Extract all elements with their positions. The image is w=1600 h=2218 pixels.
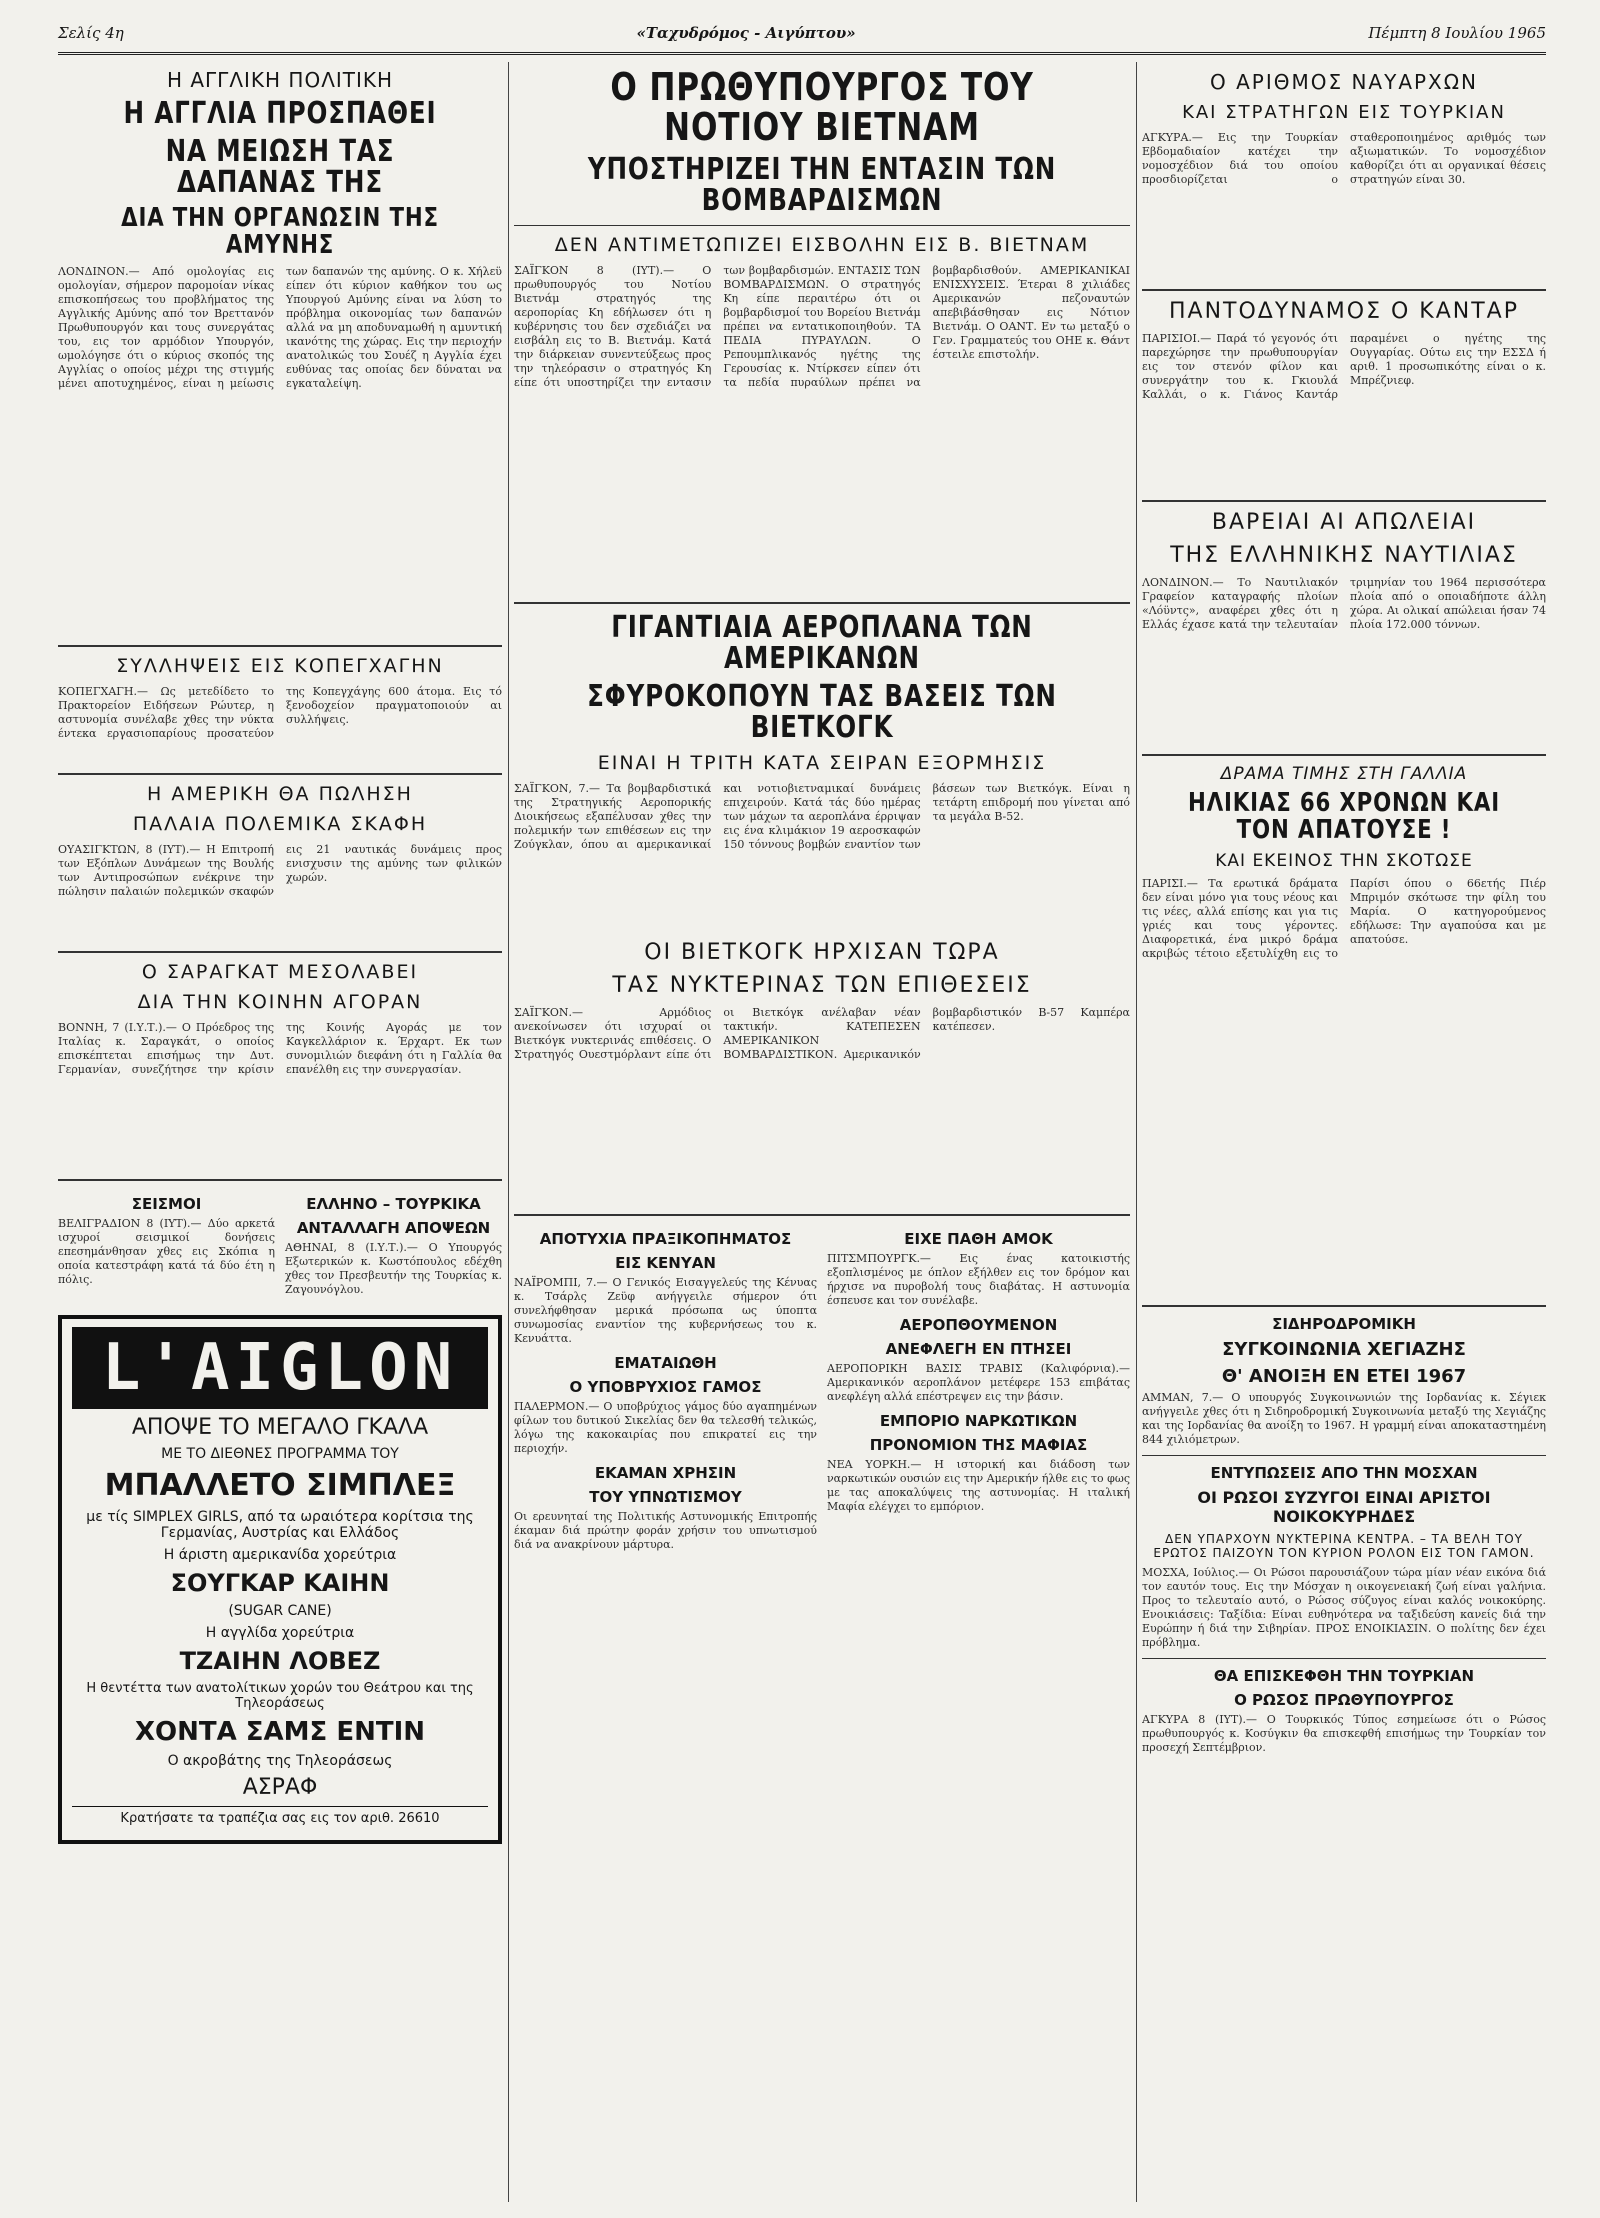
divider <box>514 602 1130 604</box>
article-headline: Ο ΡΩΣΟΣ ΠΡΩΘΥΠΟΥΡΓΟΣ <box>1234 1690 1454 1709</box>
article-headline: ΕΜΑΤΑΙΩΘΗ <box>614 1353 717 1372</box>
ad-brand: L'AIGLON <box>72 1327 488 1409</box>
article-kicker: ΕΝΤΥΠΩΣΕΙΣ ΑΠΟ ΤΗΝ ΜΟΣΧΑΝ <box>1210 1463 1478 1482</box>
article-headline: Θ' ΑΝΟΙΞΗ ΕΝ ΕΤΕΙ 1967 <box>1221 1365 1467 1387</box>
ad-line: Η αγγλίδα χορεύτρια <box>205 1625 355 1642</box>
article-headline: ΟΙ ΡΩΣΟΙ ΣΥΖΥΓΟΙ ΕΙΝΑΙ ΑΡΙΣΤΟΙ ΝΟΙΚΟΚΥΡΗΔΕΣ <box>1197 1487 1491 1526</box>
article-headline: ΥΠΟΣΤΗΡΙΖΕΙ ΤΗΝ ΕΝΤΑΣΙΝ ΤΩΝ ΒΟΜΒΑΡΔΙΣΜΩΝ <box>587 151 1057 219</box>
divider <box>1142 289 1546 291</box>
article-headline: ΚΑΙ ΣΤΡΑΤΗΓΩΝ ΕΙΣ ΤΟΥΡΚΙΑΝ <box>1182 102 1506 123</box>
ad-line: ΑΠΟΨΕ ΤΟ ΜΕΓΑΛΟ ΓΚΑΛΑ <box>131 1415 429 1441</box>
article-subheadline: ΔΕΝ ΥΠΑΡΧΟΥΝ ΝΥΚΤΕΡΙΝΑ ΚΕΝΤΡΑ. – ΤΑ ΒΕΛΗ ΤΟΥ ΕΡΩΤΟΣ ΠΑΙΖΟΥΝ ΤΟΝ ΚΥΡΙΟΝ ΡΟΛΟΝ ΕΙΣ ΤΟΝ ΓΑΜΟΝ. <box>1153 1531 1535 1560</box>
article-body: ΑΕΡΟΠΟΡΙΚΗ ΒΑΣΙΣ ΤΡΑΒΙΣ (Καλιφόρνια).— Αμερικανικόν αεροπλάνον μετέφερε 153 επιβάτας ανεφλέγη αλλά επέστρεψεν εις την βάσιν. <box>827 1361 1130 1403</box>
divider <box>514 225 1130 226</box>
laiglon-advertisement <box>58 1315 502 1844</box>
article-headline: ΒΑΡΕΙΑΙ ΑΙ ΑΠΩΛΕΙΑΙ <box>1211 510 1477 535</box>
ad-line: ΑΣΡΑΦ <box>242 1775 318 1801</box>
column-left <box>58 62 502 1844</box>
article-headline: ΕΚΑΜΑΝ ΧΡΗΣΙΝ <box>594 1463 737 1482</box>
article-headline: Ο ΠΡΩΘΥΠΟΥΡΓΟΣ ΤΟΥ ΝΟΤΙΟΥ ΒΙΕΤΝΑΜ <box>610 65 1034 149</box>
masthead <box>58 14 1546 55</box>
article-kicker: Ο ΣΑΡΑΓΚΑΤ ΜΕΣΟΛΑΒΕΙ <box>141 961 419 984</box>
ad-line: ΜΕ ΤΟ ΔΙΕΘΝΕΣ ΠΡΟΓΡΑΜΜΑ ΤΟΥ <box>161 1446 399 1463</box>
divider <box>1142 1455 1546 1456</box>
article-headline: ΣΙΔΗΡΟΔΡΟΜΙΚΗ <box>1272 1314 1416 1333</box>
article-body: ΣΑΪΓΚΟΝ, 7.— Τα βομβαρδιστικά της Στρατηγικής Αεροπορικής Διοικήσεως εξαπέλυσαν χθες την πολεμικήν των επιθέσεων εις την Ζούγκλαν, όπου αι αμερικανικαί και νοτιοβιετναμικαί δυνάμεις επιχειρούν. Κατά τάς δύο ημέρας των μάχων τα αεροπλάνα έρριψαν εις ένα κλιμάκιον 19 αεροσκαφών 150 τόννους βομβών εναντίον των βάσεων των Βιετκόγκ. Είναι η τετάρτη επιδρομή που γίνεται από τα μεγάλα Β-52. <box>514 781 1130 851</box>
article-subheadline: ΚΑΙ ΕΚΕΙΝΟΣ ΤΗΝ ΣΚΟΤΩΣΕ <box>1215 850 1473 871</box>
article-headline: ΓΙΓΑΝΤΙΑΙΑ ΑΕΡΟΠΛΑΝΑ ΤΩΝ ΑΜΕΡΙΚΑΝΩΝ <box>611 609 1033 677</box>
article-headline: ΕΙΧΕ ΠΑΘΗ ΑΜΟΚ <box>904 1229 1053 1248</box>
column-right <box>1142 62 1546 1763</box>
article-body: ΟΥΑΣΙΓΚΤΩΝ, 8 (ΙΥΤ).— Η Επιτροπή των Εξόπλων Δυνάμεων της Βουλής των Αντιπροσώπων ενέκρινε την πώλησιν παλαιών πολεμικών σκαφών εις 21 ναυτικάς δυνάμεις προς ενισχυσιν της αμύνης των φιλικών χωρών. <box>58 843 502 899</box>
article-headline: Ο ΑΡΙΘΜΟΣ ΝΑΥΑΡΧΩΝ <box>1209 70 1479 94</box>
article-headline: ΣΥΓΚΟΙΝΩΝΙΑ ΧΕΓΙΑΖΗΣ <box>1222 1338 1466 1360</box>
article-subheadline: ΕΙΝΑΙ Η ΤΡΙΤΗ ΚΑΤΑ ΣΕΙΡΑΝ ΕΞΟΡΜΗΣΙΣ <box>597 751 1047 774</box>
article-body: ΑΓΚΥΡΑ.— Εις την Τουρκίαν Εβδομαδιαίον κατέχει την νομοσχέδιον διά του οποίου προσδιορίζεται ο σταθεροποιημένος αριθμός των αξιωματικών. Το νομοσχέδιον καθορίζει ότι αι οργανικαί θέσεις στρατηγών είναι 30. <box>1142 131 1546 186</box>
page-number: Σελίς 4η <box>58 24 124 42</box>
divider <box>58 645 502 647</box>
article-headline: ΟΙ ΒΙΕΤΚΟΓΚ ΗΡΧΙΣΑΝ ΤΩΡΑ <box>644 939 1000 965</box>
divider <box>514 1214 1130 1216</box>
article-body: ΝΕΑ ΥΟΡΚΗ.— Η ιστορική και διάδοση των ναρκωτικών ουσιών εις την Αμερικήν ήλθε εις το φως με τας αποκαλύψεις της αστυνομίας. Η ιταλική Μαφία ελέγχει το εμπόριον. <box>827 1457 1130 1513</box>
article-subheadline: ΔΕΝ ΑΝΤΙΜΕΤΩΠΙΖΕΙ ΕΙΣΒΟΛΗΝ ΕΙΣ Β. ΒΙΕΤΝΑΜ <box>554 233 1090 256</box>
article-headline: ΣΦΥΡΟΚΟΠΟΥΝ ΤΑΣ ΒΑΣΕΙΣ ΤΩΝ ΒΙΕΤΚΟΓΚ <box>587 678 1057 746</box>
article-headline: ΔΙΑ ΤΗΝ ΟΡΓΑΝΩΣΙΝ ΤΗΣ ΑΜΥΝΗΣ <box>121 202 439 260</box>
article-body: ΛΟΝΔΙΝΟΝ.— Το Ναυτιλιακόν Γραφείον καταγραφής πλοίων «Λόϋντς», αναφέρει χθες ότι η Ελλάς έχασε κατά την τελευταίαν τριμηνίαν του 1964 περισσότερα πλοία από ο οποιαδήποτε άλλη χώρα. Αι ολικαί απώλειαι ήσαν 74 πλοία 172.000 τόννων. <box>1142 576 1546 631</box>
article-body: ΣΑΪΓΚΟΝ 8 (ΙΥΤ).— Ο πρωθυπουργός του Νοτίου Βιετνάμ στρατηγός της αεροπορίας Κη εδήλωσεν ότι η κυβέρνησις του δεν σχεδιάζει να εισβάλη εις το Β. Βιετνάμ. Κατά την διάρκειαν συνεντεύξεως προς την τηλεόρασιν ο στρατηγός Κη είπε ότι υποστηρίζει την εντασιν των βομβαρδισμών. ΕΝΤΑΣΙΣ ΤΩΝ ΒΟΜΒΑΡΔΙΣΜΩΝ. Ο στρατηγός Κη είπε περαιτέρω ότι οι βομβαρδισμοί του Βορείου Βιετνάμ πρέπει να εντατικοποιηθούν. ΤΑ ΠΕΔΙΑ ΠΥΡΑΥΛΩΝ. Ο Ρεπουμπλικανός ηγέτης της Γερουσίας κ. Ντίρκσεν είπεν ότι τα πεδία πυραύλων πρέπει να βομβαρδισθούν. ΑΜΕΡΙΚΑΝΙΚΑΙ ΕΝΙΣΧΥΣΕΙΣ. Έτεραι 8 χιλιάδες Αμερικανών πεζοναυτών απεβιβάσθησαν εις Νότιον Βιετνάμ. Ο ΟΑΝΤ. Εν τω μεταξύ ο Γεν. Γραμματεύς του ΟΗΕ κ. Θάντ έστειλε επιστολήν. <box>514 263 1130 389</box>
article-body: ΚΟΠΕΓΧΑΓΗ.— Ως μετεδίδετο το Πρακτορείον Ειδήσεων Ρώυτερ, η αστυνομία συνέλαβε χθες την νύκτα έντεκα εργασιοπαρίους προσατεύον της Κοπεγχάγης 600 άτομα. Εις τό ξενοδοχείον πραγματοποιούν αι συλλήψεις. <box>58 685 502 741</box>
column-center <box>514 62 1130 1560</box>
article-body: ΠΑΡΙΣΙΟΙ.— Παρά τό γεγονός ότι παρεχώρησε την πρωθυπουργίαν εις τον στενόν φίλον και συνεργάτην του κ. Γκιουλά Καλλάι, ο κ. Γιάνος Καντάρ παραμένει ο ηγέτης της Ουγγαρίας. Ούτω εις την ΕΣΣΔ ή αριθ. 1 προσωπικότης είναι ο κ. Μπρέζνιεφ. <box>1142 332 1546 401</box>
ad-line: Κρατήσατε τα τραπέζια σας εις τον αριθ. 26610 <box>72 1806 488 1826</box>
newspaper-name: «Ταχυδρόμος - Αιγύπτου» <box>636 24 856 42</box>
article-headline: ΕΜΠΟΡΙΟ ΝΑΡΚΩΤΙΚΩΝ <box>879 1411 1078 1430</box>
article-headline: ΠΡΟΝΟΜΙΟΝ ΤΗΣ ΜΑΦΙΑΣ <box>869 1435 1088 1454</box>
divider <box>58 1179 502 1181</box>
ad-line: Ο ακροβάτης της Τηλεοράσεως <box>167 1753 393 1770</box>
divider <box>58 951 502 953</box>
article-headline: ΑΝΤΑΛΛΑΓΗ ΑΠΟΨΕΩΝ <box>296 1219 491 1238</box>
article-body: ΠΑΡΙΣΙ.— Τα ερωτικά δράματα δεν είναι μόνο για τους νέους και τις νέες, αλλά επίσης και για τις γριές και τους γέροντες. Διαφορετικά, ένα μικρό δράμα ακριβώς τέτοιο εξετυλίχθη εις το Παρίσι όπου ο 66ετής Πιέρ Μπριμόν σκότωσε την φίλη του Μαρία. Ο κατηγορούμενος εδήλωσε: Την αγαπούσα και με απατούσε. <box>1142 876 1546 960</box>
short-news-row <box>58 1189 502 1305</box>
article-body: ΛΟΝΔΙΝΟΝ.— Από ομολογίας εις ομολογίαν, σήμερον παρομοίαν νίκας επισκοπήσεως του προβλήματος της Αγγλικής Αμύνης από τον Βρεττανόν Πρωθυπουργόν και τους συνεργάτας του, εις τον αρμόδιον Υπουργόν, ωμολόγησε ότι ο κύριος σκοπός της Αγγλίας ο οποίος μέχρι της στιγμής μένει αποτυχημένος, είναι η μείωσις των δαπανών της αμύνης. Ο κ. Χήλεϋ είπεν ότι κύριον καθήκον του ως Υπουργού Αμύνης είναι να λύση το πρόβλημα οικονομίας των δαπανών αλλά να μη αποδυναμωθή η αμυντική ικανότης της χώρας. Εις την περιοχήν ανατολικώς του Σουέζ η Αγγλία έχει ευθύνας τας οποίας δεν δύναται να εγκαταλείψη. <box>58 265 502 391</box>
article-headline: ΗΛΙΚΙΑΣ 66 ΧΡΟΝΩΝ ΚΑΙ ΤΟΝ ΑΠΑΤΟΥΣΕ ! <box>1188 788 1500 846</box>
article-kicker: Η ΑΓΓΛΙΚΗ ΠΟΛΙΤΙΚΗ <box>166 68 394 92</box>
column-rule <box>1136 62 1137 2202</box>
article-body: ΒΕΛΙΓΡΑΔΙΟΝ 8 (ΙΥΤ).— Δύο αρκετά ισχυροί σεισμικοί δονήσεις επεσημάνθησαν χθες εις Σκόπια η οποία κατεστράφη κατά τά δύο έτη η πόλις. <box>58 1217 275 1287</box>
divider <box>1142 500 1546 502</box>
article-headline: ΣΥΛΛΗΨΕΙΣ ΕΙΣ ΚΟΠΕΓΧΑΓΗΝ <box>116 655 444 678</box>
ad-line: με τίς SIMPLEX GIRLS, από τα ωραιότερα κορίτσια της Γερμανίας, Αυστρίας και Ελλάδος <box>86 1509 474 1542</box>
article-body: ΠΑΛΕΡΜΟΝ.— Ο υποβρύχιος γάμος δύο αγαπημένων φίλων του δυτικού Σικελίας δεν θα τελεσθή τελικώς, λόγω της κακοκαιρίας που επικρατεί εις την περιοχήν. <box>514 1399 817 1455</box>
article-headline: ΕΙΣ ΚΕΝΥΑΝ <box>615 1253 716 1272</box>
article-kicker: Η ΑΜΕΡΙΚΗ ΘΑ ΠΩΛΗΣΗ <box>147 783 413 806</box>
short-news-row <box>514 1224 1130 1560</box>
article-headline: ΤΗΣ ΕΛΛΗΝΙΚΗΣ ΝΑΥΤΙΛΙΑΣ <box>1170 543 1518 568</box>
article-headline: ΑΝΕΦΛΕΓΗ ΕΝ ΠΤΗΣΕΙ <box>885 1339 1072 1358</box>
article-body: ΒΟΝΝΗ, 7 (Ι.Υ.Τ.).— Ο Πρόεδρος της Ιταλίας κ. Σαραγκάτ, ο οποίος επισκέπτεται επισήμως την Δυτ. Γερμανίαν, συνεζήτησε την κρίσιν της Κοινής Αγοράς με τον Καγκελλάριον κ. Έρχαρτ. Εκ των συνομιλιών διεφάνη ότι η Γαλλία θα επανέλθη εις την συνεργασίαν. <box>58 1021 502 1077</box>
article-headline: Ο ΥΠΟΒΡΥΧΙΟΣ ΓΑΜΟΣ <box>569 1377 762 1396</box>
article-body: ΝΑΪΡΟΜΠΙ, 7.— Ο Γενικός Εισαγγελεύς της Κένυας κ. Τσάρλς Ζεϋφ ανήγγειλε σήμερον ότι συνελήφθησαν μερικά πρόσωπα ως ύποπτα συνωμοσίας εναντίον της κυβερνήσεως του κ. Κενυάττα. <box>514 1275 817 1345</box>
article-headline: ΠΑΛΑΙΑ ΠΟΛΕΜΙΚΑ ΣΚΑΦΗ <box>132 813 428 836</box>
article-body: ΜΟΣΧΑ, Ιούλιος.— Οι Ρώσοι παρουσιάζουν τώρα μίαν νέαν εικόνα διά τον εαυτόν τους. Εις την Μόσχαν η οικογενειακή ζωή είναι γαλήνια. Προς το τελευταίο αυτό, ο Ρώσος σύζυγος είναι καλός νοικοκύρης. Ενοικιάσεις: Ταξίδια: Είναι ευθηνότερα να ταξιδεύση κανείς διά την Ευρώπην ή διά την Σιβηρίαν. ΠΡΟΣ ΕΝΟΙΚΙΑΣΙΝ. Ο πολίτης δεν έχει πρόβλημα. <box>1142 1565 1546 1649</box>
article-headline: ΠΑΝΤΟΔΥΝΑΜΟΣ Ο ΚΑΝΤΑΡ <box>1169 299 1519 324</box>
article-headline: ΑΕΡΟΠΘΟΥΜΕΝΟΝ <box>899 1315 1058 1334</box>
divider <box>1142 1305 1546 1307</box>
article-body: ΑΘΗΝΑΙ, 8 (Ι.Υ.Τ.).— Ο Υπουργός Εξωτερικών κ. Κωστόπουλος εδέχθη χθες τον Πρεσβευτήν της Τουρκίας κ. Ζαγουνόγλου. <box>285 1241 502 1297</box>
article-body: Οι ερευνηταί της Πολιτικής Αστυνομικής Επιτροπής έκαμαν διά πρώτην φοράν χρήσιν του υπνωτισμού διά να ανακρίνουν μάρτυρα. <box>514 1509 817 1551</box>
article-body: ΠΙΤΣΜΠΟΥΡΓΚ.— Εις ένας κατοικιστής εξοπλισμένος με όπλον εξήλθεν εις τον δρόμον και ήρχισε να πυροβολή τους διαβάτας. Η αστυνομία έσπευσε και τον συνέλαβε. <box>827 1251 1130 1307</box>
article-body: ΑΜΜΑΝ, 7.— Ο υπουργός Συγκοινωνιών της Ιορδανίας κ. Σέγιεκ ανήγγειλε χθες ότι η Σιδηροδρομική Συγκοινωνία μεταξύ της Χεγιάζης και της Ιορδανίας θα ανοίξη το 1967. Η γραμμή είναι αποκαταστημένη 844 χιλιόμετρων. <box>1142 1390 1546 1446</box>
article-headline: ΕΛΛΗΝΟ – ΤΟΥΡΚΙΚΑ <box>306 1195 481 1214</box>
article-headline: Η ΑΓΓΛΙΑ ΠΡΟΣΠΑΘΕΙ <box>123 96 437 131</box>
article-headline: ΤΟΥ ΥΠΝΩΤΙΣΜΟΥ <box>589 1487 742 1506</box>
article-headline: ΝΑ ΜΕΙΩΣΗ ΤΑΣ ΔΑΠΑΝΑΣ ΤΗΣ <box>165 133 395 200</box>
article-kicker: ΔΡΑΜΑ ΤΙΜΗΣ ΣΤΗ ΓΑΛΛΙΑ <box>1220 764 1468 784</box>
ad-line: ΤΖΑΙΗΝ ΛΟΒΕΖ <box>179 1647 381 1676</box>
article-headline: ΑΠΟΤΥΧΙΑ ΠΡΑΞΙΚΟΠΗΜΑΤΟΣ <box>539 1229 792 1248</box>
ad-line: Η άριστη αμερικανίδα χορεύτρια <box>163 1547 397 1564</box>
ad-line: ΜΠΑΛΛΕΤΟ ΣΙΜΠΛΕΞ <box>104 1468 456 1504</box>
ad-line: ΣΟΥΓΚΑΡ ΚΑΙΗΝ <box>170 1569 390 1598</box>
divider <box>58 773 502 775</box>
divider <box>1142 754 1546 756</box>
article-headline: ΣΕΙΣΜΟΙ <box>131 1195 202 1214</box>
column-rule <box>508 62 509 2202</box>
ad-line: Η θεντέττα των ανατολίτικων χορών του Θεάτρου και της Τηλεοράσεως <box>86 1681 474 1712</box>
article-body: ΣΑΪΓΚΟΝ.— Αρμόδιος ανεκοίνωσεν ότι ισχυραί οι Βιετκόγκ νυκτερινάς επιθέσεις. Ο Στρατηγός Ουεστμόρλαντ είπε ότι οι Βιετκόγκ ανέλαβαν νέαν τακτικήν. ΚΑΤΕΠΕΣΕΝ ΑΜΕΡΙΚΑΝΙΚΟΝ ΒΟΜΒΑΡΔΙΣΤΙΚΟΝ. Αμερικανικόν βομβαρδιστικόν Β-57 Καμπέρα κατέπεσεν. <box>514 1005 1130 1061</box>
article-headline: ΘΑ ΕΠΙΣΚΕΦΘΗ ΤΗΝ ΤΟΥΡΚΙΑΝ <box>1213 1666 1475 1685</box>
divider <box>1142 1658 1546 1659</box>
article-headline: ΤΑΣ ΝΥΚΤΕΡΙΝΑΣ ΤΩΝ ΕΠΙΘΕΣΕΙΣ <box>612 972 1032 998</box>
ad-line: (SUGAR CANE) <box>228 1603 332 1620</box>
ad-line: ΧΟΝΤΑ ΣΑΜΣ ΕΝΤΙΝ <box>134 1717 426 1748</box>
article-headline: ΔΙΑ ΤΗΝ ΚΟΙΝΗΝ ΑΓΟΡΑΝ <box>137 991 423 1014</box>
article-body: ΑΓΚΥΡΑ 8 (ΙΥΤ).— Ο Τουρκικός Τύπος εσημείωσε ότι ο Ρώσος πρωθυπουργός κ. Κοσύγκιν θα επισκεφθή επισήμως την Τουρκίαν τον προσεχή Σεπτέμβριον. <box>1142 1712 1546 1754</box>
issue-date: Πέμπτη 8 Ιουλίου 1965 <box>1368 24 1546 42</box>
